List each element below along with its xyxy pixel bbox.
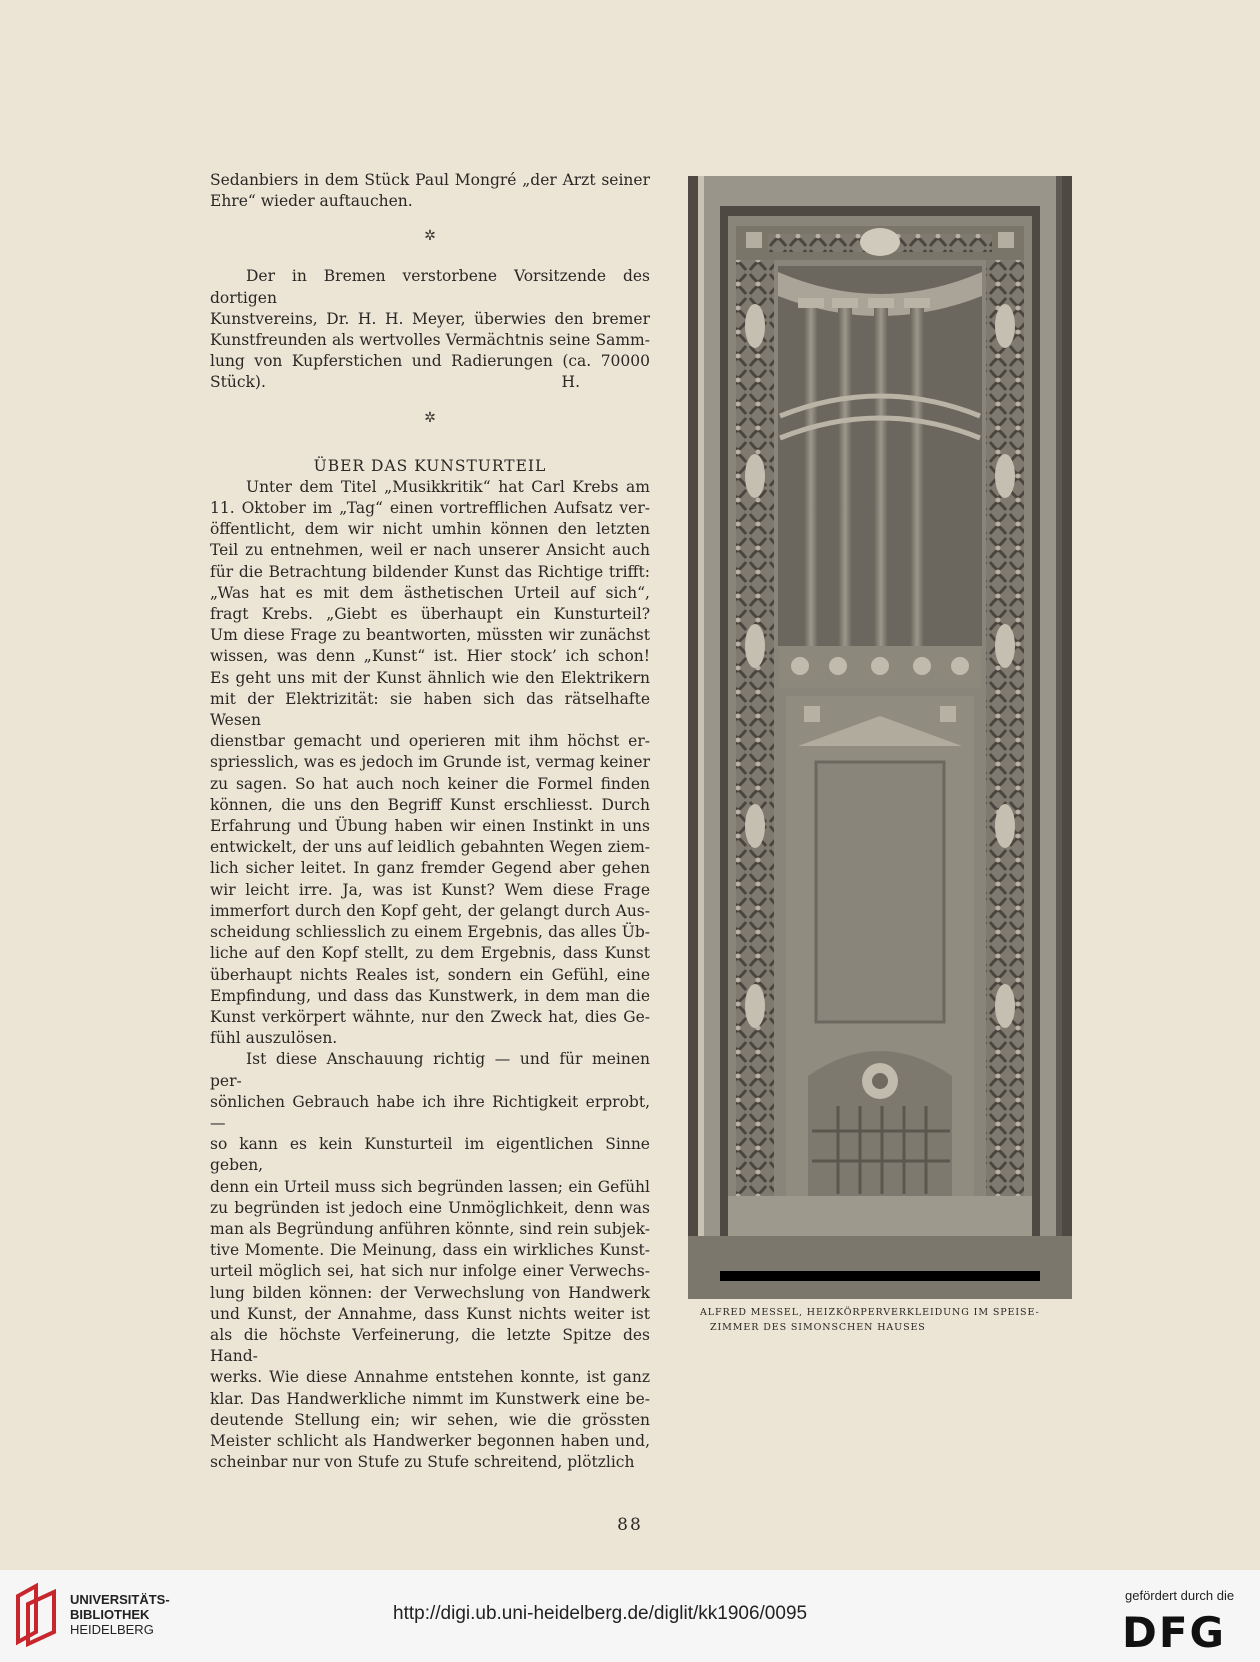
notice-line: Der in Bremen verstorbene Vorsitzende des dortigen — [210, 267, 650, 307]
article-line: als die höchste Verfeinerung, die letzte Spitze des Hand- — [210, 1325, 650, 1366]
article-line: sönlichen Gebrauch habe ich ihre Richtigkeit erprobt, — — [210, 1092, 650, 1132]
article-line: liche auf den Kopf stellt, zu dem Ergebnis, dass Kunst — [210, 944, 650, 963]
article-line: fragt Krebs. „Giebt es überhaupt ein Kunsturteil? — [210, 605, 650, 624]
notice-last-line — [210, 372, 650, 393]
caption-line: ALFRED MESSEL, HEIZKÖRPERVERKLEIDUNG IM SPEISE- — [700, 1307, 1040, 1318]
university-library-logo-icon — [14, 1582, 60, 1648]
section-ornament: ✲ — [424, 409, 436, 426]
library-name — [70, 1592, 170, 1637]
article-line: urteil möglich sei, hat sich nur infolge einer Verwechs- — [210, 1262, 650, 1281]
article-line: man als Begründung anführen könnte, sind rein subjek- — [210, 1219, 650, 1238]
notice-paragraph — [210, 266, 650, 393]
article-line: Teil zu entnehmen, weil er nach unserer Ansicht auch — [210, 541, 650, 560]
caption-line: ZIMMER DES SIMONSCHEN HAUSES — [710, 1322, 926, 1333]
funding-label: gefördert durch die — [1125, 1588, 1235, 1603]
article-line: Kunst verkörpert wähnte, nur den Zweck hat, dies Ge- — [210, 1007, 650, 1026]
article-line: werks. Wie diese Annahme entstehen konnte, ist ganz — [210, 1368, 650, 1387]
article-line: scheidung schliesslich zu einem Ergebnis, das alles Üb- — [210, 923, 650, 942]
article-line: dienstbar gemacht und operieren mit ihm höchst er- — [210, 732, 650, 751]
article-line: Meister schlicht als Handwerker begonnen haben und, — [210, 1431, 650, 1450]
article-line: 11. Oktober im „Tag“ einen vortrefflichen Aufsatz ver- — [210, 499, 650, 518]
article-line: Empfindung, und dass das Kunstwerk, in dem man die — [210, 986, 650, 1005]
article-line: scheinbar nur von Stufe zu Stufe schreitend, plötzlich — [210, 1453, 635, 1472]
notice-last: Stück). — [210, 373, 266, 392]
article-line: für die Betrachtung bildender Kunst das Richtige trifft: — [210, 562, 650, 581]
article-line: mit der Elektrizität: sie haben sich das rätselhafte Wesen — [210, 689, 650, 730]
article-line: zu begründen ist jedoch eine Unmöglichkeit, denn was — [210, 1198, 650, 1217]
article-line: tive Momente. Die Meinung, dass ein wirkliches Kunst- — [210, 1241, 650, 1260]
article-line: immerfort durch den Kopf geht, der gelangt durch Aus- — [210, 901, 650, 920]
article-line: „Was hat es mit dem ästhetischen Urteil auf sich“, — [210, 583, 650, 602]
article-line: deutende Stellung ein; wir sehen, wie die grössten — [210, 1410, 650, 1429]
intro-line-1: Sedanbiers in dem Stück Paul Mongré „der Arzt seiner — [210, 171, 650, 189]
article-line: fühl auszulösen. — [210, 1029, 338, 1048]
article-heading: ÜBER DAS KUNSTURTEIL — [313, 456, 547, 475]
article-line: Erfahrung und Übung haben wir einen Instinkt in uns — [210, 817, 650, 836]
intro-line-2: Ehre“ wieder auftauchen. — [210, 192, 413, 211]
article-line: Ist diese Anschauung richtig — und für meinen per- — [210, 1050, 650, 1090]
library-line-3: HEIDELBERG — [70, 1622, 154, 1637]
permalink-url[interactable]: http://digi.ub.uni-heidelberg.de/diglit/kk1906/0095 — [393, 1603, 808, 1624]
article-line: und Kunst, der Annahme, dass Kunst nichts weiter ist — [210, 1304, 650, 1323]
article-line: spriesslich, was es jedoch im Grunde ist, vermag keiner — [210, 753, 650, 772]
article-paragraph-1 — [210, 477, 650, 1049]
article-paragraph-2 — [210, 1049, 650, 1473]
notice-line: lung von Kupferstichen und Radierungen (ca. 70000 — [210, 352, 650, 371]
article-line: Es geht uns mit der Kunst ähnlich wie den Elektrikern — [210, 668, 650, 687]
article-line: lung bilden können: der Verwechslung von Handwerk — [210, 1283, 650, 1302]
article-line: wir leicht irre. Ja, was ist Kunst? Wem diese Frage — [210, 880, 650, 899]
notice-signature: H. — [561, 373, 580, 392]
article-line: denn ein Urteil muss sich begründen lassen; ein Gefühl — [210, 1177, 650, 1196]
notice-line: Kunstvereins, Dr. H. H. Meyer, überwies den bremer — [210, 309, 650, 328]
article-line: wissen, was denn „Kunst“ ist. Hier stock’ ich schon! — [210, 647, 650, 666]
library-line-2: BIBLIOTHEK — [70, 1607, 150, 1622]
article-line: können, die uns den Begriff Kunst erschliesst. Durch — [210, 795, 650, 814]
photo-radiator-cover — [688, 176, 1072, 1299]
page-number: 88 — [617, 1515, 643, 1535]
image-caption — [700, 1305, 1080, 1335]
article-line: entwickelt, der uns auf leidlich gebahnten Wegen ziem- — [210, 838, 650, 857]
article-line: überhaupt nichts Reales ist, sondern ein Gefühl, eine — [210, 965, 650, 984]
text-column — [210, 170, 650, 1473]
radiator-cover-image — [688, 176, 1072, 1299]
article-line: öffentlicht, dem wir nicht umhin können den letzten — [210, 520, 650, 539]
article-line: Unter dem Titel „Musikkritik“ hat Carl Krebs am — [246, 477, 650, 496]
article-line: so kann es kein Kunsturteil im eigentlichen Sinne geben, — [210, 1135, 650, 1175]
dfg-logo: DFG — [1122, 1608, 1227, 1657]
article-line: Um diese Frage zu beantworten, müssten wir zunächst — [210, 626, 650, 645]
article-line: klar. Das Handwerkliche nimmt im Kunstwerk eine be- — [210, 1389, 650, 1408]
section-ornament: ✲ — [424, 228, 436, 245]
footer-bar — [0, 1570, 1260, 1662]
article-line: lich sicher leitet. In ganz fremder Gegend aber gehen — [210, 859, 650, 878]
library-line-1: UNIVERSITÄTS- — [70, 1592, 170, 1607]
article-line: zu sagen. So hat auch noch keiner die Formel finden — [210, 774, 650, 793]
notice-line: Kunstfreunden als wertvolles Vermächtnis seine Samm- — [210, 331, 650, 350]
